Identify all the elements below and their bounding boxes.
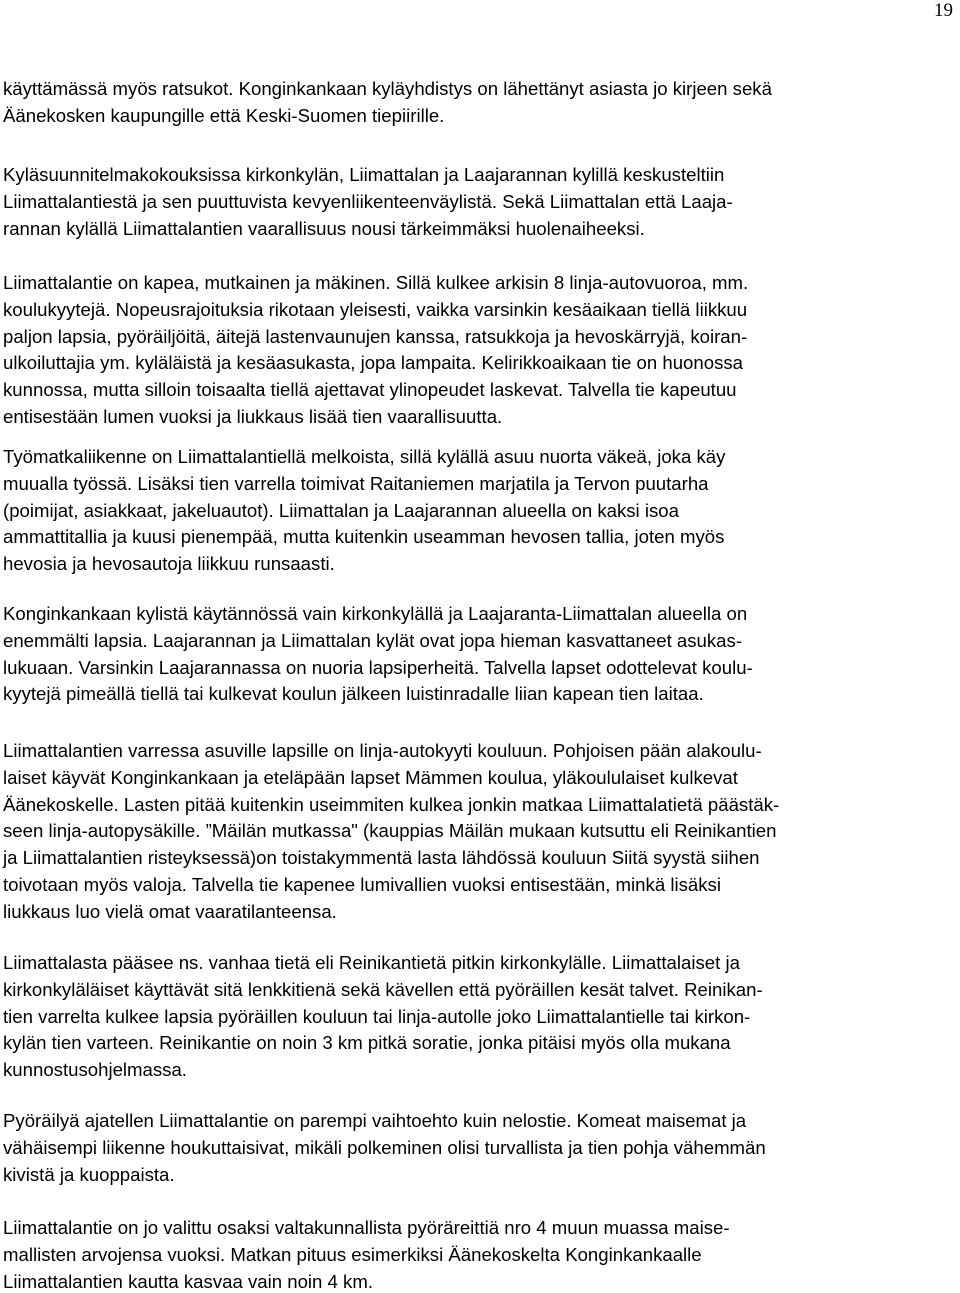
text-line: tien varrelta kulkee lapsia pyöräillen kouluun tai linja-autolle joko Liimattalantielle tai kirkon- [3, 1005, 751, 1027]
text-line: ja Liimattalantien risteyksessä)on toistakymmentä lasta lähdössä kouluun Siitä syystä siihen [3, 847, 760, 869]
text-line: kunnostusohjelmassa. [3, 1059, 187, 1081]
text-line: mallisten arvojensa vuoksi. Matkan pituus esimerkiksi Äänekoskelta Konginkankaalle [3, 1243, 702, 1265]
text-line: toivotaan myös valoja. Talvella tie kapenee lumivallien vuoksi entisestään, minkä lisäksi [3, 874, 721, 895]
text-line: enemmälti lapsia. Laajarannan ja Liimattalan kylät ovat jopa hieman kasvattaneet asukas- [3, 629, 743, 651]
text-line: laiset käyvät Konginkankaan ja eteläpään lapset Mämmen koulua, yläkoululaiset kulkevat [3, 766, 738, 788]
text-line: Liimattalantien kautta kasvaa vain noin 4 km. [3, 1270, 374, 1292]
text-line: Liimattalantie on kapea, mutkainen ja mäkinen. Sillä kulkee arkisin 8 linja-autovuoroa, mm. [3, 272, 749, 293]
text-line: Äänekoskelle. Lasten pitää kuitenkin useimmiten kulkea jonkin matkaa Liimattalatietä päästäk- [3, 793, 780, 815]
text-line: Liimattalantiestä ja sen puuttuvista kevyenliikenteenväylistä. Sekä Liimattalan että Laaja- [3, 190, 733, 212]
text-line: käyttämässä myös ratsukot. Konginkankaan kyläyhdistys on lähettänyt asiasta jo kirjeen sekä [3, 78, 772, 99]
text-line: kivistä ja kuoppaista. [3, 1163, 175, 1185]
text-line: muualla työssä. Lisäksi tien varrella toimivat Raitaniemen marjatila ja Tervon puutarha [3, 472, 709, 494]
text-line: Kyläsuunnitelmakokouksissa kirkonkylän, Liimattalan ja Laajarannan kylillä keskusteltiin [3, 164, 725, 185]
text-line: Työmatkaliikenne on Liimattalantiellä melkoista, sillä kylällä asuu nuorta väkeä, joka käy [3, 446, 726, 467]
text-line: liukkaus luo vielä omat vaaratilanteensa. [3, 900, 337, 922]
text-line: kirkonkyläläiset käyttävät sitä lenkkitienä sekä kävellen että pyöräillen kesät talvet. Reinikan- [3, 978, 763, 1000]
text-line: rannan kylällä Liimattalantien vaarallisuus nousi tärkeimmäksi huolenaiheeksi. [3, 217, 645, 239]
text-line: Liimattalantien varressa asuville lapsille on linja-autokyyti kouluun. Pohjoisen pään alakoulu- [3, 740, 762, 761]
text-line: kunnossa, mutta silloin toisaalta tiellä ajettavat ylinopeudet laskevat. Talvella tie kapeutuu [3, 379, 737, 401]
text-line: kyytejä pimeällä tiellä tai kulkevat koulun jälkeen luistinradalle liian kapean tien laitaa. [3, 683, 704, 705]
text-line: paljon lapsia, pyöräiljöitä, äitejä lastenvaunujen kanssa, ratsukkoja ja hevoskärryjä, koiran- [3, 325, 748, 347]
text-line: Konginkankaan kylistä käytännössä vain kirkonkylällä ja Laajaranta-Liimattalan alueella on [3, 603, 748, 624]
text-line: ammattitallia ja kuusi pienempää, mutta kuitenkin useamman hevosen tallia, joten myös [3, 526, 725, 548]
text-line: kylän tien varteen. Reinikantie on noin 3 km pitkä soratie, jonka pitäisi myös olla mukana [3, 1032, 731, 1054]
text-line: lukuaan. Varsinkin Laajarannassa on nuoria lapsiperheitä. Talvella lapset odottelevat koulu- [3, 656, 753, 678]
text-line: Liimattalasta pääsee ns. vanhaa tietä eli Reinikantietä pitkin kirkonkylälle. Liimattalaiset ja [3, 952, 740, 973]
text-line: Äänekosken kaupungille että Keski-Suomen tiepiirille. [3, 104, 445, 126]
page-number: 19 [934, 0, 953, 21]
text-line: hevosia ja hevosautoja liikkuu runsaasti. [3, 553, 335, 575]
text-line: vähäisempi liikenne houkuttaisivat, mikäli polkeminen olisi turvallista ja tien pohja vähemmän [3, 1136, 766, 1158]
text-line: (poimijat, asiakkaat, jakeluautot). Liimattalan ja Laajarannan alueella on kaksi isoa [3, 499, 679, 521]
text-line: entisestään lumen vuoksi ja liukkaus lisää tien vaarallisuutta. [3, 406, 503, 427]
text-line: seen linja-autopysäkille. ”Mäilän mutkassa" (kauppias Mäilän mukaan kutsuttu eli Reinikantien [3, 820, 777, 842]
text-line: ulkoiluttajia ym. kyläläistä ja kesäasukasta, jopa lampaita. Kelirikkoaikaan tie on huonossa [3, 352, 744, 374]
text-line: koulukyytejä. Nopeusrajoituksia rikotaan yleisesti, vaikka varsinkin kesäaikaan tiellä liikkuu [3, 298, 748, 320]
text-line: Liimattalantie on jo valittu osaksi valtakunnallista pyöräreittiä nro 4 muun muassa maise- [3, 1217, 730, 1238]
text-line: Pyöräilyä ajatellen Liimattalantie on parempi vaihtoehto kuin nelostie. Komeat maisemat ja [3, 1110, 747, 1131]
